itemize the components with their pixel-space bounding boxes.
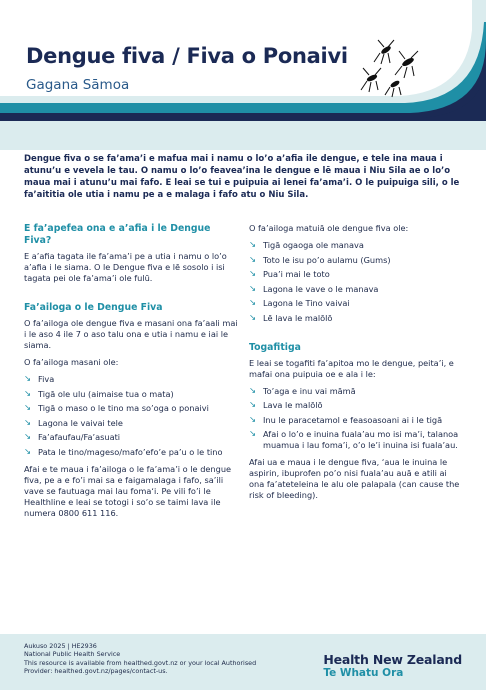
advice-paragraph: Afai e te maua i fa’ailoga o le fa’ama’i o le dengue fiva, pe a e fo’i mai sa e faigamalaga i fafo, sa’ili vave se fautuaga mai lau fomaʻi. Pe vili fo’i le Healthline e leai se totogi i so’o se taimi lava ile numera 0800 611 116. — [24, 463, 232, 518]
list-item: ↘ Inu le paracetamol e feasoasoani ai i le tigā — [249, 414, 443, 425]
arrow-icon: ↘ — [249, 414, 257, 425]
section-title-how-infected: E fa’apefea ona e a’afia i le Dengue Fiva? — [24, 223, 211, 246]
list-item: ↘ Lagona le vave o le manava — [249, 283, 379, 294]
common-symptoms-list — [24, 374, 239, 458]
list-item: ↘ Pua’i mai le toto — [249, 269, 330, 279]
right-column — [249, 223, 464, 507]
list-item: ↘ Toto le isu po’o aulamu (Gums) — [249, 254, 391, 265]
list-item: ↘ Tigā o maso o le tino ma so’oga o ponaivi — [24, 403, 209, 413]
arrow-icon: ↘ — [24, 403, 32, 413]
arrow-icon: ↘ — [249, 254, 257, 265]
arrow-icon: ↘ — [249, 385, 257, 396]
arrow-icon: ↘ — [24, 374, 32, 384]
treatment-list — [249, 386, 464, 452]
arrow-icon: ↘ — [249, 298, 257, 308]
brand-name: Health New Zealand — [323, 652, 462, 667]
arrow-icon: ↘ — [249, 429, 257, 439]
brand-maori-name: Te Whatu Ora — [323, 667, 404, 679]
section-text-symptoms: O fa’ailoga ole dengue fiva e masani ona fa’aali mai i le aso 4 ile 7 o aso talu ona e utia i namu e iai le siama. — [24, 318, 238, 350]
arrow-icon: ↘ — [249, 283, 257, 294]
warning-paragraph: Afai ua e maua i le dengue fiva, ‘aua le inuina le aspirin, ibuprofen po’o nisi fuala’au auā e atili ai ona fa’ateteleina le alu ole palapala (can cause the risk of bleeding). — [249, 457, 460, 500]
list-item: ↘ Fa’afaufau/Fa’asuati — [24, 432, 121, 442]
arrow-icon: ↘ — [249, 240, 257, 250]
list-item: ↘ Lē lava le malōlō — [249, 312, 333, 323]
page-title: Dengue fiva / Fiva o Ponaivi — [26, 44, 348, 68]
mosquito-icon — [361, 40, 418, 97]
list-item: ↘ Lagona le vaivai tele — [24, 417, 123, 428]
list-item: ↘ Lagona le Tino vaivai — [249, 298, 350, 308]
page-subtitle: Gagana Sāmoa — [26, 77, 130, 93]
left-column — [24, 223, 239, 525]
brand-logo — [323, 652, 462, 679]
severe-symptoms-list — [249, 240, 464, 324]
footer — [0, 634, 486, 690]
footer-info — [24, 642, 304, 675]
header-banner — [0, 0, 486, 150]
section-text-treatment: E leai se togafiti fa’apitoa mo le dengue, peita’i, e mafai ona puipuia oe e ala i le: — [249, 357, 454, 379]
intro-paragraph: Dengue fiva o se fa’ama’i e mafua mai i namu o lo’o a’afia ile dengue, e tele ina maua i atunu’u e vevela le tau. O namu o lo’o feavea’ina le dengue e lē maua i Niu Sila ae o lo’o maua mai i atunu’u mai fafo. E leai se tui e puipuia ai lenei fa’ama’i. O le puipuiga sili, o le fa’aititia ole utia i namu pe a e malaga i fafo atu o Niu Sila. — [24, 154, 460, 200]
list-item: ↘ Pata le tino/mageso/mafo’efo’e pa’u o le tino — [24, 446, 223, 457]
arrow-icon: ↘ — [24, 446, 32, 457]
severe-symptoms-intro: O fa’ailoga matuiā ole dengue fiva ole: — [249, 223, 409, 233]
common-symptoms-intro: O fa’ailoga masani ole: — [24, 357, 119, 367]
section-title-treatment: Togafitiga — [249, 341, 301, 353]
footer-org: National Public Health Service — [24, 650, 121, 659]
list-item: ↘ Afai o lo’o e inuina fuala’au mo isi ma’i, talanoa muamua i lau foma’i, o’o le’i inuina isi fuala’au. — [249, 429, 459, 450]
footer-provider: Provider: healthed.govt.nz/pages/contact-us. — [24, 666, 168, 675]
list-item: ↘ Tigā ole ulu (aimaise tua o mata) — [24, 388, 174, 399]
arrow-icon: ↘ — [24, 417, 32, 428]
footer-availability: This resource is available from healthed.govt.nz or your local Authorised — [24, 658, 257, 667]
arrow-icon: ↘ — [249, 269, 257, 279]
section-title-symptoms: Fa’ailoga o le Dengue Fiva — [24, 302, 163, 313]
arrow-icon: ↘ — [24, 388, 32, 399]
header-swoosh — [0, 0, 486, 150]
list-item: ↘ Fiva — [24, 374, 55, 384]
list-item: ↘ Lava le malōlō — [249, 400, 323, 410]
arrow-icon: ↘ — [249, 400, 257, 410]
arrow-icon: ↘ — [249, 312, 257, 323]
list-item: ↘ To’aga e inu vai māmā — [249, 385, 356, 396]
arrow-icon: ↘ — [24, 432, 32, 442]
list-item: ↘ Tigā ogaoga ole manava — [249, 240, 364, 250]
footer-date-code: Aukuso 2025 | HE2936 — [24, 642, 97, 650]
section-text-how-infected: E a’afia tagata ile fa’ama’i pe a utia i namu o lo’o a’afia i le siama. O le Dengue fiva e lē sosolo i isi tagata pei ole fa’ama’i ole fulū. — [24, 251, 227, 283]
